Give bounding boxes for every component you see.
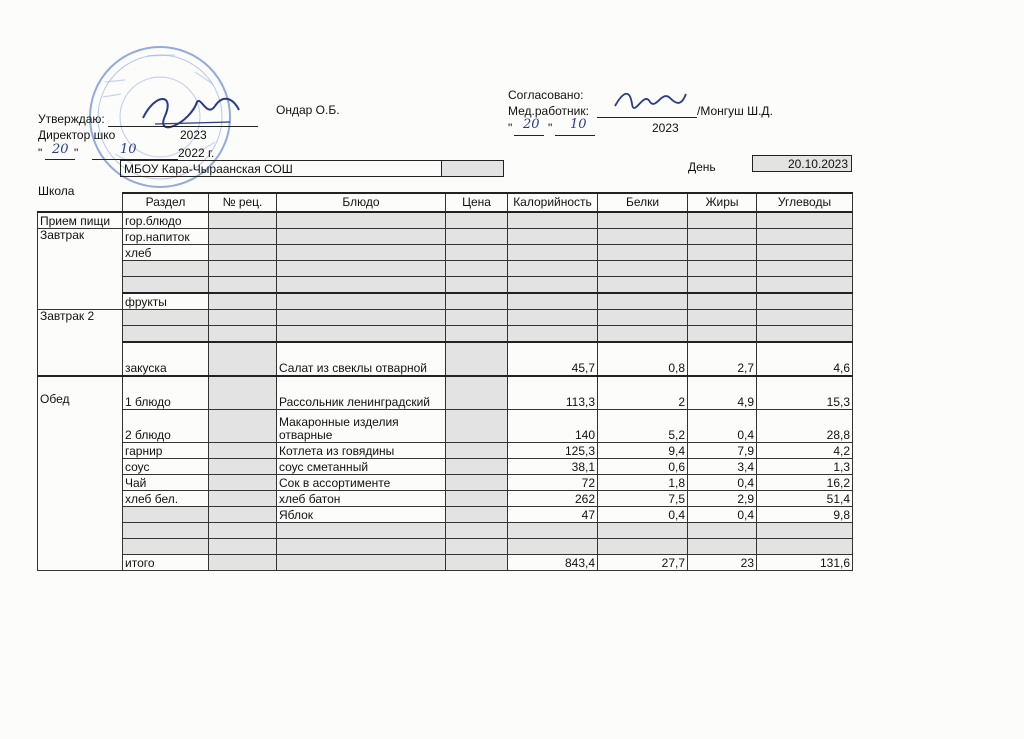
school-label: Школа	[38, 184, 75, 198]
header-price: Цена	[446, 193, 508, 212]
table-row	[38, 277, 853, 294]
row-section: хлеб бел.	[123, 491, 209, 507]
row-fats: 0,4	[688, 475, 757, 491]
row-proteins: 0,8	[598, 342, 688, 376]
row-carbs: 4,2	[757, 443, 853, 459]
approval-date-open-quote: "	[38, 146, 43, 160]
table-row	[38, 475, 853, 491]
table-row	[38, 310, 853, 326]
approval-date-year: 2022 г.	[178, 146, 215, 160]
agreed-date-close-quote: "	[548, 121, 553, 135]
row-dish: Котлета из говядины	[277, 443, 446, 459]
agreed-date-day: 20	[523, 117, 540, 132]
header-recipe: № рец.	[209, 193, 277, 212]
row-proteins: 0,6	[598, 459, 688, 475]
row-carbs: 16,2	[757, 475, 853, 491]
approval-date-close-quote: "	[74, 146, 79, 160]
meal-breakfast2: Завтрак 2	[38, 310, 123, 377]
table-row	[38, 245, 853, 261]
day-value: 20.10.2023	[787, 157, 848, 171]
table-row	[38, 342, 853, 376]
row-section: гор.блюдо	[123, 212, 209, 229]
row-dish: хлеб батон	[277, 491, 446, 507]
row-proteins: 7,5	[598, 491, 688, 507]
row-section: 1 блюдо	[123, 376, 209, 410]
header-dish: Блюдо	[277, 193, 446, 212]
table-row	[38, 293, 853, 310]
day-value-box	[752, 155, 852, 172]
table-row	[38, 539, 853, 555]
row-dish: соус сметанный	[277, 459, 446, 475]
header-carbs: Углеводы	[757, 193, 853, 212]
row-carbs: 28,8	[757, 410, 853, 443]
meal-label: Прием пищи	[38, 212, 123, 229]
row-fats: 0,4	[688, 410, 757, 443]
row-carbs: 9,8	[757, 507, 853, 523]
agreed-date-open-quote: "	[508, 121, 513, 135]
row-proteins: 9,4	[598, 443, 688, 459]
table-row	[38, 376, 853, 410]
menu-table	[37, 192, 853, 571]
row-section: соус	[123, 459, 209, 475]
table-row	[38, 229, 853, 245]
row-dish: Сок в ассортименте	[277, 475, 446, 491]
total-proteins: 27,7	[598, 555, 688, 571]
row-fats: 3,4	[688, 459, 757, 475]
row-calories: 262	[508, 491, 598, 507]
header-calories: Калорийность	[508, 193, 598, 212]
header-section: Раздел	[123, 193, 209, 212]
approval-date-day: 20	[52, 142, 69, 157]
row-calories: 47	[508, 507, 598, 523]
row-carbs: 15,3	[757, 376, 853, 410]
row-fats: 2,9	[688, 491, 757, 507]
table-row	[38, 410, 853, 443]
row-carbs: 4,6	[757, 342, 853, 376]
agreed-date-year: 2023	[652, 121, 679, 135]
row-calories: 113,3	[508, 376, 598, 410]
row-proteins: 5,2	[598, 410, 688, 443]
row-dish: Макаронные изделия отварные	[277, 410, 446, 443]
school-extra-box	[441, 160, 504, 177]
row-dish: Рассольник ленинградский	[277, 376, 446, 410]
table-row	[38, 443, 853, 459]
approval-year-suffix: 2023	[180, 128, 207, 142]
row-section: Чай	[123, 475, 209, 491]
table-row	[38, 326, 853, 343]
header-fats: Жиры	[688, 193, 757, 212]
row-section: 2 блюдо	[123, 410, 209, 443]
approval-date-month: 10	[120, 142, 137, 157]
med-worker-label: Мед.работник:	[508, 104, 589, 118]
row-proteins: 2	[598, 376, 688, 410]
row-carbs: 1,3	[757, 459, 853, 475]
row-calories: 45,7	[508, 342, 598, 376]
row-calories: 38,1	[508, 459, 598, 475]
total-calories: 843,4	[508, 555, 598, 571]
total-carbs: 131,6	[757, 555, 853, 571]
row-dish: Салат из свеклы отварной	[277, 342, 446, 376]
table-row	[38, 261, 853, 277]
header-proteins: Белки	[598, 193, 688, 212]
row-proteins: 0,4	[598, 507, 688, 523]
med-worker-name: /Монгуш Ш.Д.	[697, 104, 773, 118]
row-fats: 0,4	[688, 507, 757, 523]
school-name-box	[120, 160, 442, 177]
row-section: гор.напиток	[123, 229, 209, 245]
row-section: закуска	[123, 342, 209, 376]
row-section: гарнир	[123, 443, 209, 459]
day-label: День	[688, 160, 716, 174]
table-row	[38, 459, 853, 475]
table-row	[38, 212, 853, 229]
row-dish: Яблок	[277, 507, 446, 523]
total-fats: 23	[688, 555, 757, 571]
meal-lunch: Обед	[38, 376, 123, 571]
approval-label: Утверждаю:	[38, 112, 105, 126]
total-label: итого	[123, 555, 209, 571]
row-fats: 2,7	[688, 342, 757, 376]
director-label: Директор шко	[38, 128, 116, 142]
row-section: хлеб	[123, 245, 209, 261]
table-row	[38, 507, 853, 523]
row-carbs: 51,4	[757, 491, 853, 507]
meal-breakfast: Завтрак	[38, 229, 123, 310]
agreed-date-month: 10	[570, 117, 587, 132]
agreed-label: Согласовано:	[508, 88, 584, 102]
table-header-row	[38, 193, 853, 212]
row-calories: 140	[508, 410, 598, 443]
table-row	[38, 523, 853, 539]
total-row	[38, 555, 853, 571]
director-name: Ондар О.Б.	[276, 103, 340, 117]
school-name: МБОУ Кара-Чыраанская СОШ	[124, 162, 293, 176]
table-row	[38, 491, 853, 507]
row-proteins: 1,8	[598, 475, 688, 491]
row-section: фрукты	[123, 293, 209, 310]
row-calories: 72	[508, 475, 598, 491]
row-fats: 4,9	[688, 376, 757, 410]
row-fats: 7,9	[688, 443, 757, 459]
row-calories: 125,3	[508, 443, 598, 459]
med-signature	[610, 84, 690, 114]
